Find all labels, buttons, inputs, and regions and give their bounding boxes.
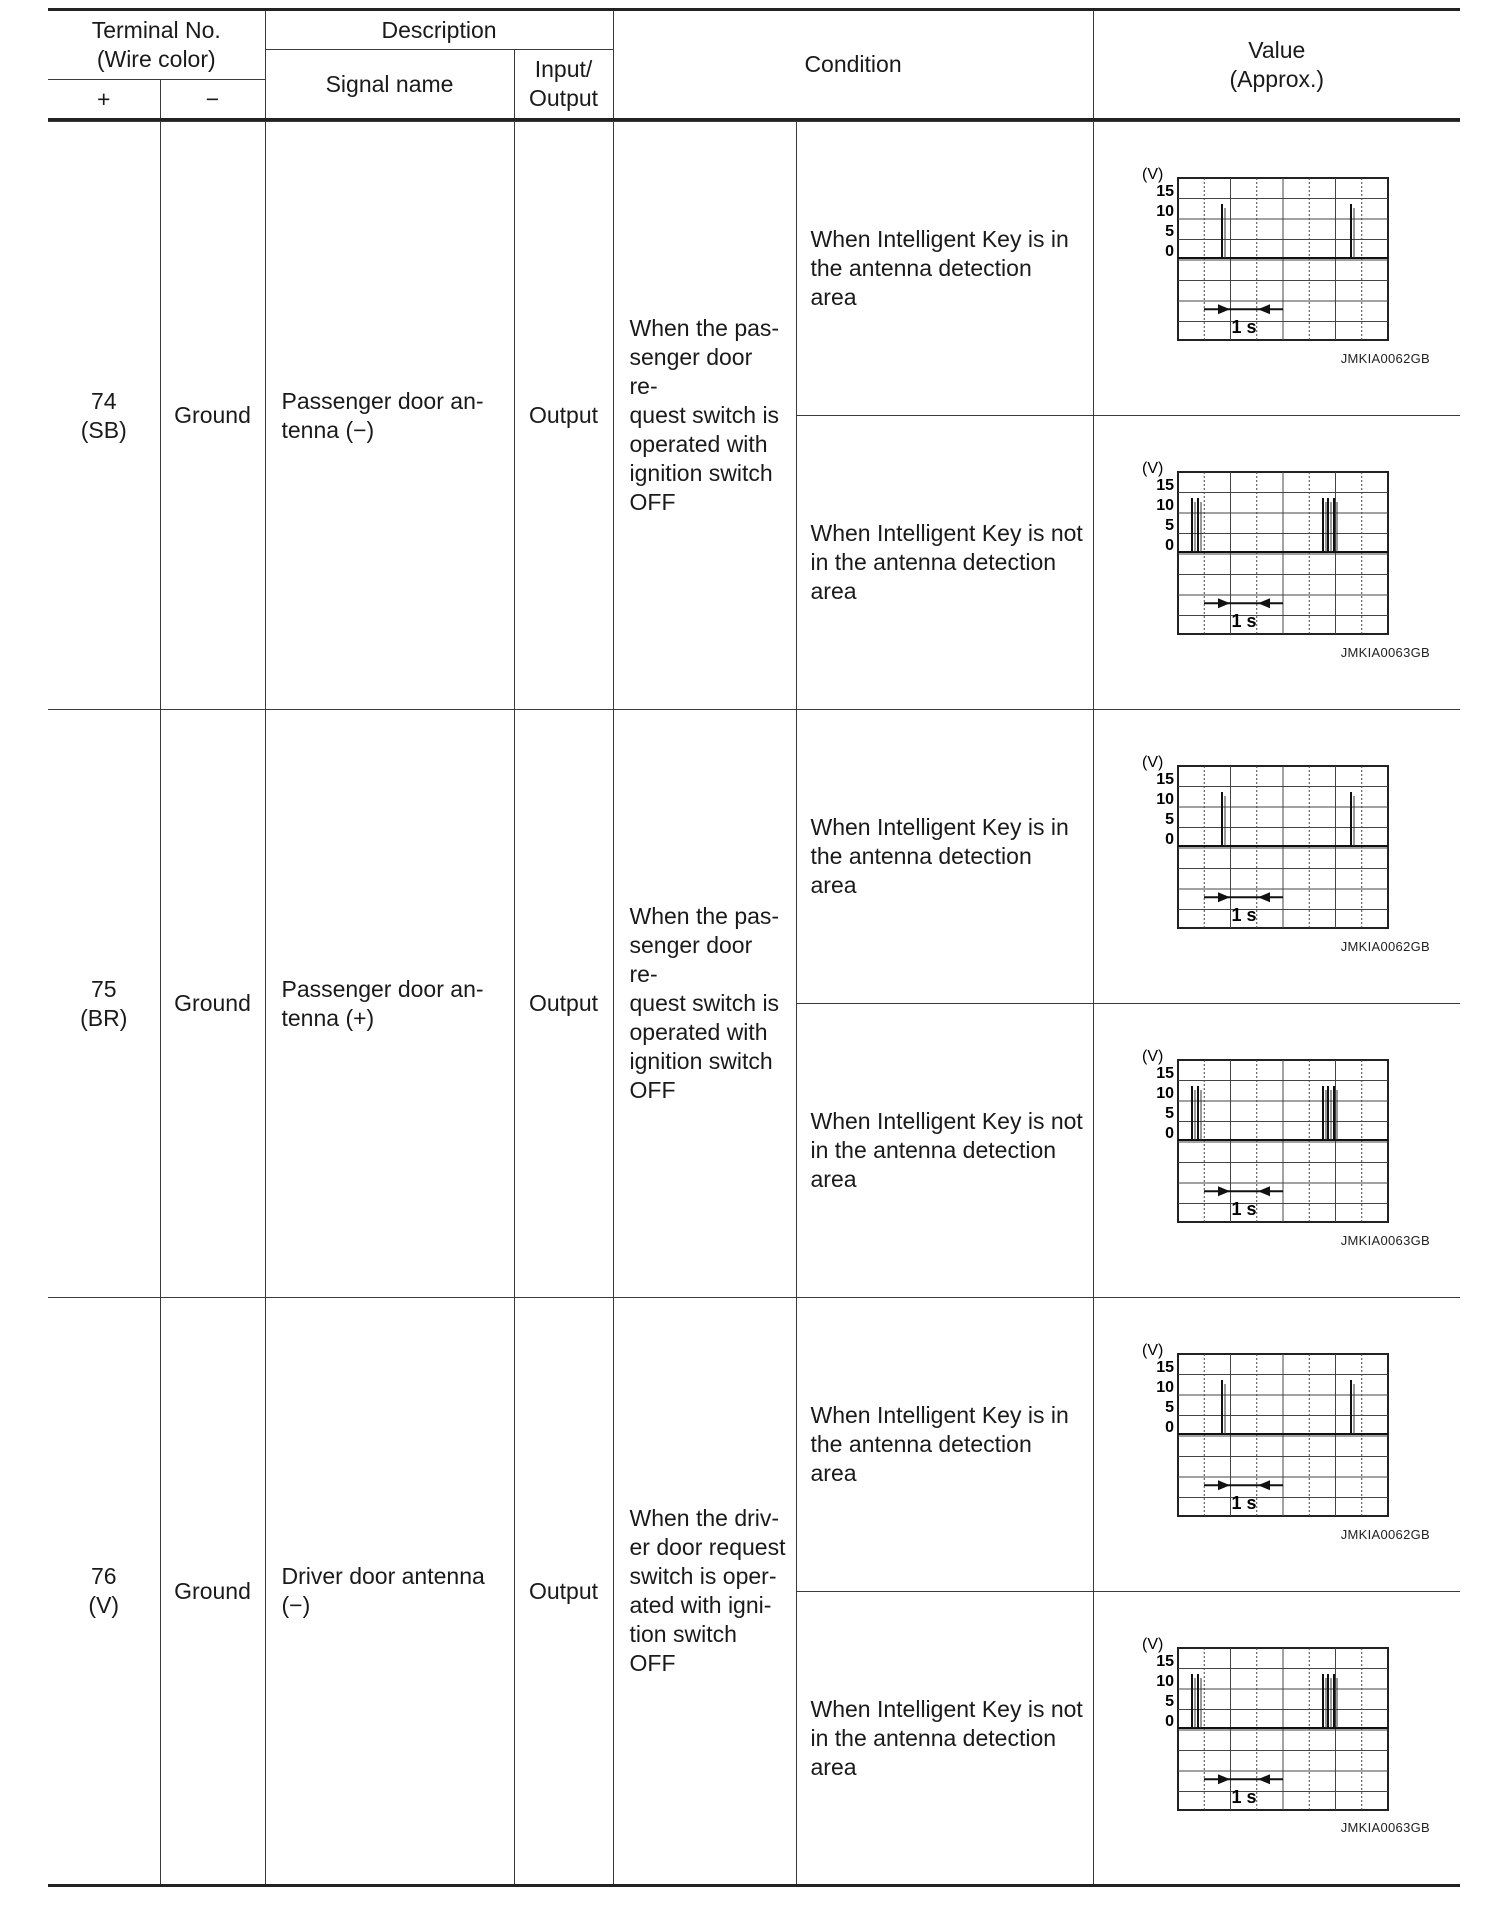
plus-header: + xyxy=(48,80,160,120)
wire-color: (V) xyxy=(88,1592,120,1618)
signal-name-line: Passenger door an- xyxy=(281,387,484,414)
scope-y-tick: 5 xyxy=(1164,1693,1174,1710)
input-output-header xyxy=(514,50,613,120)
time-marker-arrow xyxy=(1218,892,1230,902)
condition-line: senger door re- xyxy=(629,344,753,399)
condition-line: When Intelligent Key is in xyxy=(810,814,1069,840)
key-in-condition-cell xyxy=(796,122,1093,416)
scope-y-tick: 0 xyxy=(1164,1125,1174,1142)
key-in-condition-text xyxy=(811,225,1085,312)
time-marker-arrow xyxy=(1218,1186,1230,1196)
terminal-no-header xyxy=(48,10,265,80)
signal-name-line: Passenger door an- xyxy=(281,975,484,1002)
condition-line: switch is oper- xyxy=(629,1563,777,1589)
signal-name-cell xyxy=(265,1298,514,1886)
io-label: Output xyxy=(528,1577,599,1604)
scope-y-tick: 5 xyxy=(1164,1105,1174,1122)
time-marker-arrow xyxy=(1218,1774,1230,1784)
condition-line: When Intelligent Key is in xyxy=(810,1402,1069,1428)
condition-line: When Intelligent Key is not xyxy=(810,1108,1083,1134)
scope-y-tick: 15 xyxy=(1155,477,1174,494)
io-label: Output xyxy=(528,990,599,1016)
time-scale-label: 1 s xyxy=(1230,610,1257,631)
condition-line: OFF xyxy=(629,1077,676,1103)
condition-line: the antenna detection xyxy=(810,255,1032,281)
value-waveform-cell xyxy=(1093,710,1460,1004)
signal-name-cell xyxy=(265,710,514,1298)
condition-text xyxy=(630,1504,786,1678)
output-label: Output xyxy=(529,85,599,111)
waveform-key-in xyxy=(1140,1342,1400,1518)
table-row xyxy=(48,710,1460,1004)
condition-line: quest switch is xyxy=(629,990,780,1016)
scope-y-tick: 5 xyxy=(1164,223,1174,240)
condition-line: area xyxy=(810,578,857,604)
condition-line: operated with xyxy=(629,1019,768,1045)
figure-code: JMKIA0063GB xyxy=(1340,645,1430,660)
scope-y-tick: 0 xyxy=(1164,1713,1174,1730)
wire-color-label: (Wire color) xyxy=(96,46,216,72)
time-scale-label: 1 s xyxy=(1230,904,1257,925)
condition-line: When Intelligent Key is not xyxy=(810,520,1083,546)
terminal-table-sheet xyxy=(48,8,1460,1887)
time-marker-arrow xyxy=(1218,304,1230,314)
key-not-in-condition-text xyxy=(811,1107,1085,1194)
time-marker-arrow xyxy=(1218,1480,1230,1490)
condition-line: quest switch is xyxy=(629,402,780,428)
scope-y-tick: 15 xyxy=(1155,1065,1174,1082)
condition-line: When Intelligent Key is not xyxy=(810,1695,1083,1722)
condition-cell xyxy=(613,1298,796,1886)
condition-line: ated with igni- xyxy=(629,1592,772,1618)
value-waveform-cell xyxy=(1093,122,1460,416)
scope-y-tick: 15 xyxy=(1155,1359,1174,1376)
table-row xyxy=(48,1298,1460,1592)
time-marker-arrow xyxy=(1218,598,1230,608)
ground-label: Ground xyxy=(174,402,251,428)
key-in-condition-text xyxy=(811,1401,1085,1488)
waveform-key-not-in xyxy=(1140,1636,1400,1812)
time-scale-label: 1 s xyxy=(1230,1492,1257,1513)
ground-cell xyxy=(160,710,265,1298)
time-scale-label: 1 s xyxy=(1230,316,1257,337)
scope-unit-label: (V) xyxy=(1141,460,1163,477)
condition-line: area xyxy=(810,1753,857,1780)
condition-line: ignition switch xyxy=(629,460,773,486)
condition-line: OFF xyxy=(629,1650,676,1676)
key-in-condition-text xyxy=(811,813,1085,900)
condition-text xyxy=(630,902,786,1105)
ground-cell xyxy=(160,1298,265,1886)
key-in-condition-cell xyxy=(796,710,1093,1004)
signal-name-cell xyxy=(265,122,514,710)
signal-name-header: Signal name xyxy=(265,50,514,120)
condition-line: OFF xyxy=(629,489,676,515)
ground-label: Ground xyxy=(174,990,251,1016)
condition-line: the antenna detection xyxy=(810,1431,1032,1457)
scope-y-tick: 5 xyxy=(1164,811,1174,828)
condition-header: Condition xyxy=(613,10,1093,120)
value-label: Value xyxy=(1248,36,1306,63)
scope-unit-label: (V) xyxy=(1141,1636,1163,1653)
key-not-in-condition-text xyxy=(811,519,1085,606)
key-in-condition-cell xyxy=(796,1298,1093,1592)
terminal-cell xyxy=(48,1298,160,1886)
condition-line: area xyxy=(810,872,857,898)
condition-line: in the antenna detection xyxy=(810,549,1057,575)
condition-line: When the driv- xyxy=(629,1505,780,1531)
condition-line: When the pas- xyxy=(629,315,780,341)
scope-y-tick: 5 xyxy=(1164,517,1174,534)
value-header xyxy=(1093,10,1460,120)
condition-line: area xyxy=(810,1460,857,1486)
condition-line: senger door re- xyxy=(629,932,753,987)
scope-unit-label: (V) xyxy=(1141,1342,1163,1359)
scope-y-tick: 10 xyxy=(1155,1379,1174,1396)
condition-line: area xyxy=(810,1166,857,1192)
scope-unit-label: (V) xyxy=(1141,1048,1163,1065)
ground-cell xyxy=(160,122,265,710)
key-not-in-condition-cell xyxy=(796,1592,1093,1886)
io-cell xyxy=(514,1298,613,1886)
ground-label: Ground xyxy=(174,1577,251,1604)
io-cell xyxy=(514,122,613,710)
time-marker-arrow xyxy=(1258,1480,1270,1490)
condition-line: the antenna detection xyxy=(810,843,1032,869)
scope-y-tick: 5 xyxy=(1164,1399,1174,1416)
condition-line: in the antenna detection xyxy=(810,1137,1057,1163)
scope-y-tick: 0 xyxy=(1164,831,1174,848)
condition-line: When the pas- xyxy=(629,903,780,929)
value-waveform-cell xyxy=(1093,416,1460,710)
signal-name-line: (−) xyxy=(281,1592,311,1618)
terminal-cell xyxy=(48,122,160,710)
minus-header: − xyxy=(160,80,265,120)
figure-code: JMKIA0063GB xyxy=(1340,1820,1430,1835)
terminal-no-label: Terminal No. xyxy=(91,17,221,43)
key-not-in-condition-cell xyxy=(796,1004,1093,1298)
scope-y-tick: 10 xyxy=(1155,1085,1174,1102)
time-marker-arrow xyxy=(1258,1774,1270,1784)
scope-y-tick: 10 xyxy=(1155,203,1174,220)
wire-color: (SB) xyxy=(80,416,127,443)
scope-y-tick: 15 xyxy=(1155,183,1174,200)
terminal-table xyxy=(48,8,1460,121)
scope-y-tick: 10 xyxy=(1155,1673,1174,1690)
value-waveform-cell xyxy=(1093,1592,1460,1886)
terminal-number: 74 xyxy=(90,387,117,414)
scope-unit-label: (V) xyxy=(1141,754,1163,771)
scope-y-tick: 0 xyxy=(1164,1419,1174,1436)
condition-line: operated with xyxy=(629,431,768,457)
input-label: Input/ xyxy=(534,56,593,82)
terminal-cell xyxy=(48,710,160,1298)
condition-line: When Intelligent Key is in xyxy=(810,226,1069,252)
figure-code: JMKIA0063GB xyxy=(1340,1233,1430,1248)
signal-name-line: tenna (−) xyxy=(281,416,375,443)
scope-y-tick: 10 xyxy=(1155,497,1174,514)
waveform-key-in xyxy=(1140,754,1400,930)
time-scale-label: 1 s xyxy=(1230,1786,1257,1807)
condition-line: tion switch xyxy=(629,1621,737,1647)
scope-y-tick: 15 xyxy=(1155,771,1174,788)
waveform-key-not-in xyxy=(1140,460,1400,636)
condition-cell xyxy=(613,710,796,1298)
figure-code: JMKIA0062GB xyxy=(1340,939,1430,954)
terminal-number: 75 xyxy=(90,975,117,1002)
scope-unit-label: (V) xyxy=(1141,166,1163,183)
io-cell xyxy=(514,710,613,1298)
table-row xyxy=(48,122,1460,416)
time-scale-label: 1 s xyxy=(1230,1198,1257,1219)
condition-line: in the antenna detection xyxy=(810,1724,1057,1751)
value-waveform-cell xyxy=(1093,1298,1460,1592)
approx-label: (Approx.) xyxy=(1229,65,1325,92)
figure-code: JMKIA0062GB xyxy=(1340,1527,1430,1542)
condition-line: area xyxy=(810,284,857,310)
condition-line: ignition switch xyxy=(629,1048,773,1074)
time-marker-arrow xyxy=(1258,892,1270,902)
signal-name-line: tenna (+) xyxy=(281,1004,375,1031)
terminal-table-body xyxy=(48,121,1460,1887)
io-label: Output xyxy=(528,402,599,428)
value-waveform-cell xyxy=(1093,1004,1460,1298)
scope-y-tick: 0 xyxy=(1164,243,1174,260)
key-not-in-condition-text xyxy=(811,1695,1085,1782)
signal-name-line: Driver door antenna xyxy=(281,1563,485,1589)
terminal-number: 76 xyxy=(90,1563,117,1589)
waveform-key-in xyxy=(1140,166,1400,342)
wire-color: (BR) xyxy=(80,1004,128,1031)
time-marker-arrow xyxy=(1258,598,1270,608)
time-marker-arrow xyxy=(1258,1186,1270,1196)
description-header: Description xyxy=(265,10,613,50)
scope-y-tick: 15 xyxy=(1155,1653,1174,1670)
scope-y-tick: 0 xyxy=(1164,537,1174,554)
waveform-key-not-in xyxy=(1140,1048,1400,1224)
condition-line: er door request xyxy=(629,1534,786,1560)
scope-y-tick: 10 xyxy=(1155,791,1174,808)
key-not-in-condition-cell xyxy=(796,416,1093,710)
condition-cell xyxy=(613,122,796,710)
condition-text xyxy=(630,314,786,517)
time-marker-arrow xyxy=(1258,304,1270,314)
figure-code: JMKIA0062GB xyxy=(1340,351,1430,366)
